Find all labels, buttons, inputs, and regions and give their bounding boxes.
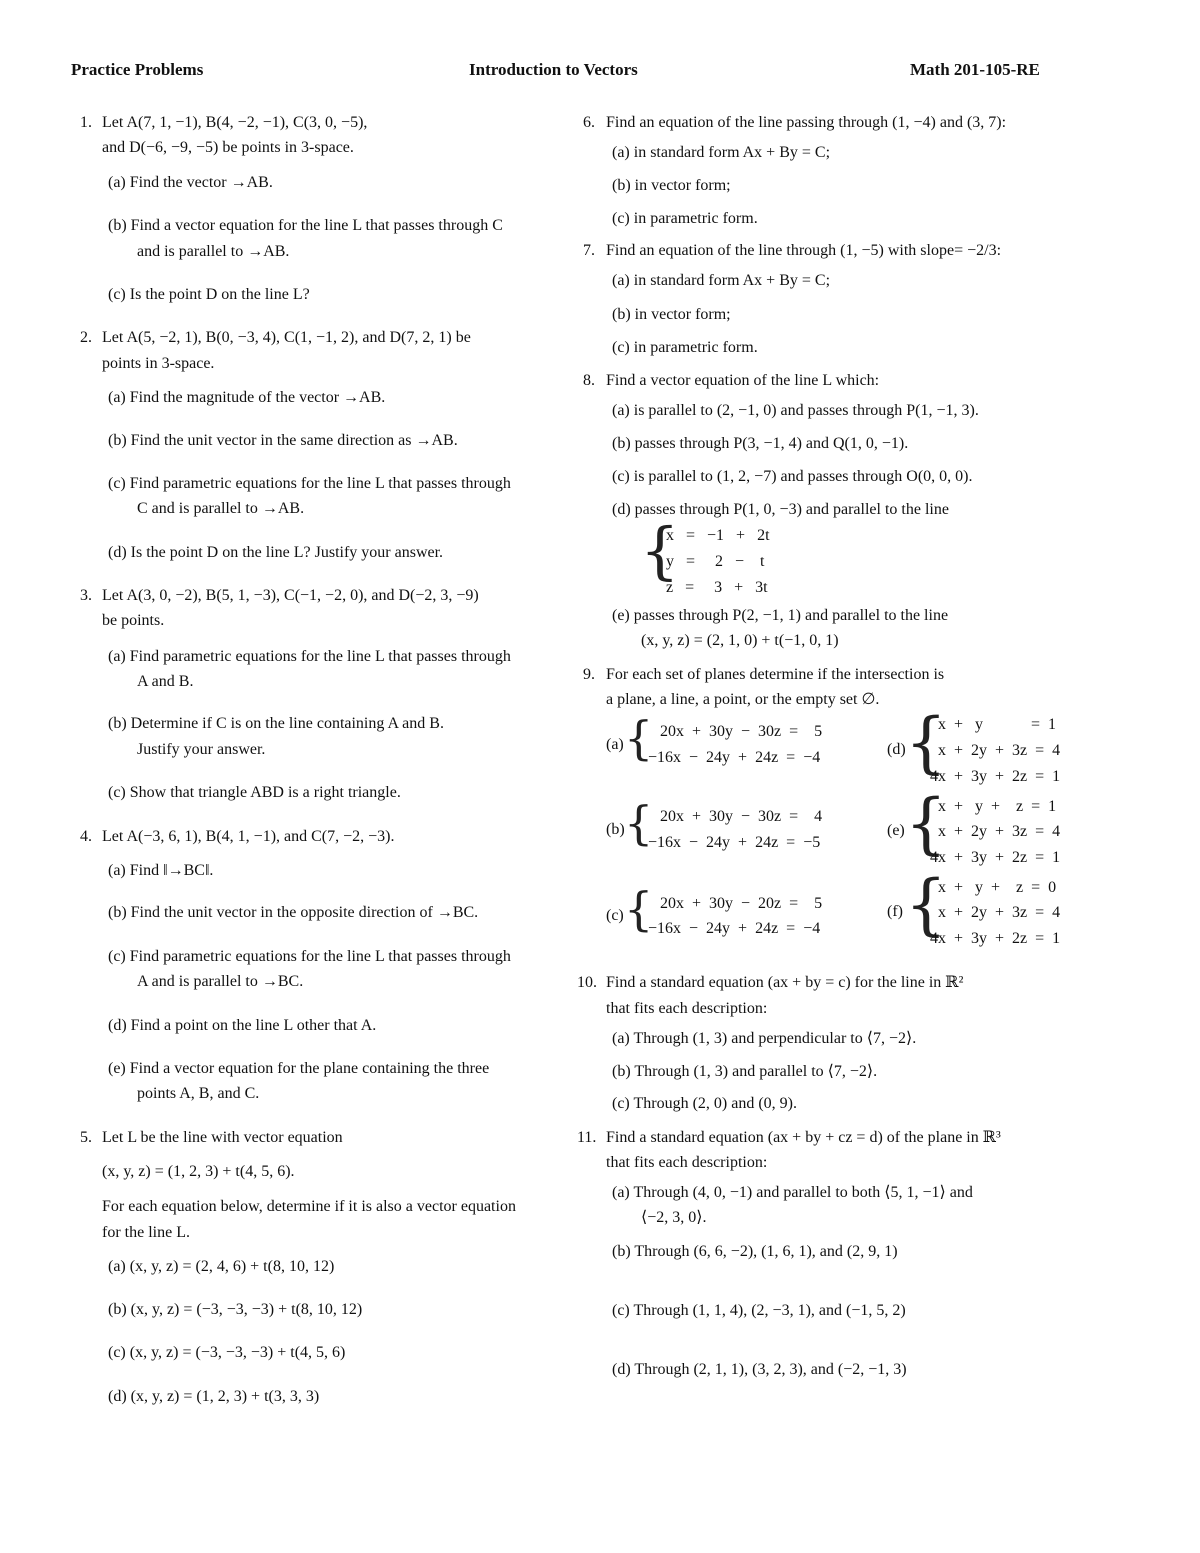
p4-e1: (e) Find a vector equation for the plane containing the three — [108, 1060, 490, 1077]
p11-number: 11. — [577, 1129, 597, 1146]
p5-d: (d) (x, y, z) = (1, 2, 3) + t(3, 3, 3) — [108, 1388, 320, 1405]
p8-d-brace: { — [640, 514, 680, 587]
p9b-brace: { — [624, 796, 654, 850]
p9a-label: (a) — [606, 736, 624, 753]
p11-c: (c) Through (1, 1, 4), (2, −3, 1), and (−1, 5, 2) — [612, 1302, 906, 1319]
p9b-row1: 20x + 30y − 30z = 4 — [648, 808, 823, 825]
p8-number: 8. — [583, 372, 595, 389]
p9-number: 9. — [583, 666, 595, 683]
p7-c: (c) in parametric form. — [612, 339, 758, 356]
p7-a: (a) in standard form Ax + By = C; — [612, 272, 831, 289]
p9f-row3: 4x + 3y + 2z = 1 — [930, 930, 1061, 947]
p11-a2: ⟨−2, 3, 0⟩. — [641, 1209, 707, 1226]
p4-c2: A and is parallel to →BC. — [137, 973, 304, 990]
p9d-brace: { — [905, 704, 947, 781]
p8-d: (d) passes through P(1, 0, −3) and parallel to the line — [612, 501, 949, 518]
p9c-row2: −16x − 24y + 24z = −4 — [648, 920, 821, 937]
p7-b: (b) in vector form; — [612, 306, 731, 323]
p9d-row2: x + 2y + 3z = 4 — [930, 742, 1061, 759]
p10-c: (c) Through (2, 0) and (0, 9). — [612, 1095, 797, 1112]
p10-number: 10. — [577, 974, 597, 991]
p10-line2: that fits each description: — [606, 1000, 768, 1017]
p11-d: (d) Through (2, 1, 1), (3, 2, 3), and (−2, −1, 3) — [612, 1361, 907, 1378]
p9e-brace: { — [905, 785, 947, 862]
p3-number: 3. — [80, 587, 92, 604]
p3-b1: (b) Determine if C is on the line containing A and B. — [108, 715, 444, 732]
p9-line1: For each set of planes determine if the intersection is — [606, 666, 945, 683]
p8-b: (b) passes through P(3, −1, 4) and Q(1, 0, −1). — [612, 435, 909, 452]
p1-a: (a) Find the vector →AB. — [108, 174, 273, 191]
p9e-row3: 4x + 3y + 2z = 1 — [930, 849, 1061, 866]
p11-line1: Find a standard equation (ax + by + cz = d) of the plane in ℝ³ — [606, 1129, 1001, 1146]
p5-number: 5. — [80, 1129, 92, 1146]
p4-c1: (c) Find parametric equations for the line L that passes through — [108, 948, 511, 965]
p4-a: (a) Find ‖→BC‖. — [108, 862, 214, 879]
p2-number: 2. — [80, 329, 92, 346]
p9-line2: a plane, a line, a point, or the empty set ∅. — [606, 691, 880, 708]
p2-a: (a) Find the magnitude of the vector →AB. — [108, 389, 386, 406]
p1-c: (c) Is the point D on the line L? — [108, 286, 310, 303]
p6-b: (b) in vector form; — [612, 177, 731, 194]
p8-a: (a) is parallel to (2, −1, 0) and passes through P(1, −1, 3). — [612, 402, 979, 419]
p9b-label: (b) — [606, 821, 625, 838]
p8-d-row3: z = 3 + 3t — [666, 579, 768, 596]
p2-c2: C and is parallel to →AB. — [137, 500, 305, 517]
p5-line2: (x, y, z) = (1, 2, 3) + t(4, 5, 6). — [102, 1163, 295, 1180]
p9a-row1: 20x + 30y − 30z = 5 — [648, 723, 823, 740]
p9d-row3: 4x + 3y + 2z = 1 — [930, 768, 1061, 785]
p9b-row2: −16x − 24y + 24z = −5 — [648, 834, 821, 851]
p10-line1: Find a standard equation (ax + by = c) for the line in ℝ² — [606, 974, 964, 991]
p3-a1: (a) Find parametric equations for the line L that passes through — [108, 648, 511, 665]
p1-b1: (b) Find a vector equation for the line L that passes through C — [108, 217, 503, 234]
p9f-brace: { — [905, 866, 947, 943]
p9f-row2: x + 2y + 3z = 4 — [930, 904, 1061, 921]
p9e-row1: x + y + z = 1 — [930, 798, 1057, 815]
p7-number: 7. — [583, 242, 595, 259]
p2-line2: points in 3-space. — [102, 355, 215, 372]
p9d-label: (d) — [887, 741, 906, 758]
p8-line1: Find a vector equation of the line L which: — [606, 372, 880, 389]
p8-d-row1: x = −1 + 2t — [666, 527, 770, 544]
p10-b: (b) Through (1, 3) and parallel to ⟨7, −2⟩. — [612, 1063, 878, 1080]
p4-b: (b) Find the unit vector in the opposite direction of →BC. — [108, 904, 479, 921]
p4-e2: points A, B, and C. — [137, 1085, 260, 1102]
p4-number: 4. — [80, 828, 92, 845]
p9c-row1: 20x + 30y − 20z = 5 — [648, 895, 823, 912]
p1-number: 1. — [80, 114, 92, 131]
p1-line1: Let A(7, 1, −1), B(4, −2, −1), C(3, 0, −5), — [102, 114, 368, 131]
p9a-row2: −16x − 24y + 24z = −4 — [648, 749, 821, 766]
p3-line1: Let A(3, 0, −2), B(5, 1, −3), C(−1, −2, 0), and D(−2, 3, −9) — [102, 587, 479, 604]
p6-number: 6. — [583, 114, 595, 131]
p9a-brace: { — [624, 711, 654, 765]
header-center: Introduction to Vectors — [469, 60, 638, 79]
p5-line3: For each equation below, determine if it is also a vector equation — [102, 1198, 516, 1215]
p4-line1: Let A(−3, 6, 1), B(4, 1, −1), and C(7, −2, −3). — [102, 828, 395, 845]
p11-line2: that fits each description: — [606, 1154, 768, 1171]
p5-line1: Let L be the line with vector equation — [102, 1129, 343, 1146]
p8-e1: (e) passes through P(2, −1, 1) and parallel to the line — [612, 607, 949, 624]
p6-c: (c) in parametric form. — [612, 210, 758, 227]
p6-line1: Find an equation of the line passing through (1, −4) and (3, 7): — [606, 114, 1007, 131]
p3-b2: Justify your answer. — [137, 741, 266, 758]
p7-line1: Find an equation of the line through (1, −5) with slope= −2/3: — [606, 242, 1002, 259]
p9c-label: (c) — [606, 907, 624, 924]
p10-a: (a) Through (1, 3) and perpendicular to ⟨7, −2⟩. — [612, 1030, 917, 1047]
p2-c1: (c) Find parametric equations for the line L that passes through — [108, 475, 511, 492]
p9d-row1: x + y = 1 — [930, 716, 1057, 733]
header-left: Practice Problems — [71, 60, 204, 79]
p8-e2: (x, y, z) = (2, 1, 0) + t(−1, 0, 1) — [641, 632, 839, 649]
p9e-row2: x + 2y + 3z = 4 — [930, 823, 1061, 840]
p9f-row1: x + y + z = 0 — [930, 879, 1057, 896]
p8-c: (c) is parallel to (1, 2, −7) and passes through O(0, 0, 0). — [612, 468, 973, 485]
p3-a2: A and B. — [137, 673, 194, 690]
p11-a1: (a) Through (4, 0, −1) and parallel to both ⟨5, 1, −1⟩ and — [612, 1184, 973, 1201]
p9e-label: (e) — [887, 822, 905, 839]
p6-a: (a) in standard form Ax + By = C; — [612, 144, 831, 161]
p5-c: (c) (x, y, z) = (−3, −3, −3) + t(4, 5, 6) — [108, 1344, 346, 1361]
p8-d-row2: y = 2 − t — [666, 553, 765, 570]
p11-b: (b) Through (6, 6, −2), (1, 6, 1), and (2, 9, 1) — [612, 1243, 898, 1260]
p2-line1: Let A(5, −2, 1), B(0, −3, 4), C(1, −1, 2), and D(7, 2, 1) be — [102, 329, 471, 346]
p9c-brace: { — [624, 882, 654, 936]
p3-line2: be points. — [102, 612, 165, 629]
p3-c: (c) Show that triangle ABD is a right triangle. — [108, 784, 401, 801]
p9f-label: (f) — [887, 903, 903, 920]
p5-a: (a) (x, y, z) = (2, 4, 6) + t(8, 10, 12) — [108, 1258, 335, 1275]
p2-d: (d) Is the point D on the line L? Justify your answer. — [108, 544, 444, 561]
p1-b2: and is parallel to →AB. — [137, 243, 290, 260]
p5-b: (b) (x, y, z) = (−3, −3, −3) + t(8, 10, 12) — [108, 1301, 363, 1318]
p1-line2: and D(−6, −9, −5) be points in 3-space. — [102, 139, 354, 156]
p5-line4: for the line L. — [102, 1224, 190, 1241]
p4-d: (d) Find a point on the line L other that A. — [108, 1017, 377, 1034]
p2-b: (b) Find the unit vector in the same direction as →AB. — [108, 432, 458, 449]
header-right: Math 201-105-RE — [910, 60, 1040, 79]
